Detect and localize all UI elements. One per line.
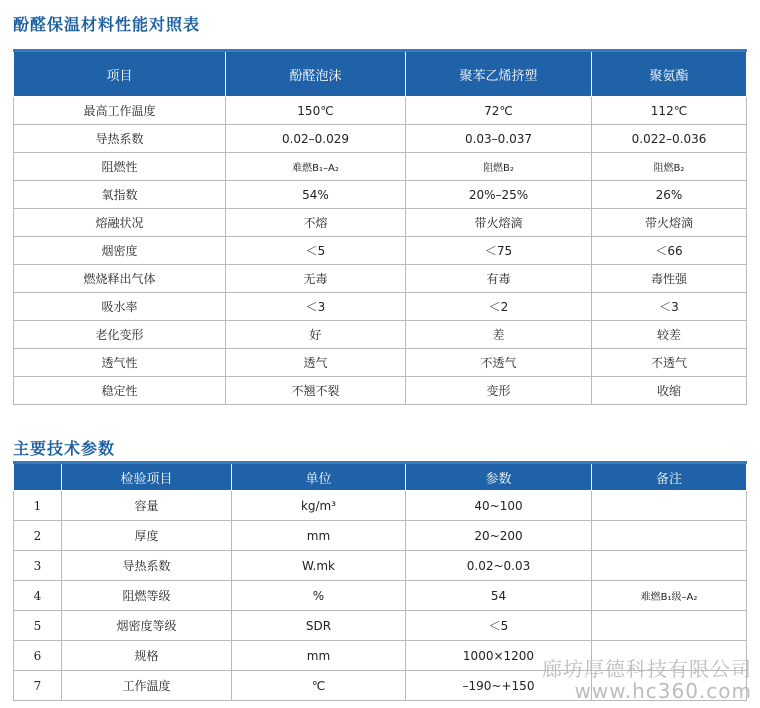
row-index: 1 xyxy=(14,491,62,521)
row-index: 6 xyxy=(14,641,62,671)
row-label: 最高工作温度 xyxy=(14,97,226,125)
header-test-item: 检验项目 xyxy=(62,463,232,491)
cell-value: 较差 xyxy=(592,321,747,349)
cell-parameter: 54 xyxy=(406,581,592,611)
table2-title: 主要技术参数 xyxy=(13,439,116,458)
row-index: 2 xyxy=(14,521,62,551)
cell-value: ＜5 xyxy=(226,237,406,265)
cell-value: 54% xyxy=(226,181,406,209)
cell-remark xyxy=(592,521,747,551)
cell-remark xyxy=(592,551,747,581)
row-label: 稳定性 xyxy=(14,377,226,405)
table-row xyxy=(14,491,747,521)
cell-unit: kg/m³ xyxy=(232,491,406,521)
row-label: 烟密度 xyxy=(14,237,226,265)
cell-unit: W.mk xyxy=(232,551,406,581)
header-item: 项目 xyxy=(14,51,226,97)
cell-unit: ℃ xyxy=(232,671,406,701)
table-row xyxy=(14,153,747,181)
header-remark: 备注 xyxy=(592,463,747,491)
cell-value: 收缩 xyxy=(592,377,747,405)
cell-value: ＜3 xyxy=(592,293,747,321)
row-label: 阻燃性 xyxy=(14,153,226,181)
cell-value: 带火熔滴 xyxy=(592,209,747,237)
cell-value: 112℃ xyxy=(592,97,747,125)
cell-parameter: 20~200 xyxy=(406,521,592,551)
cell-parameter: 0.02~0.03 xyxy=(406,551,592,581)
cell-test-item: 工作温度 xyxy=(62,671,232,701)
cell-value: ＜66 xyxy=(592,237,747,265)
table-row xyxy=(14,551,747,581)
row-index: 5 xyxy=(14,611,62,641)
watermark-company: 廊坊厚德科技有限公司 xyxy=(542,657,752,681)
cell-value: 阻燃B₂ xyxy=(592,153,747,181)
cell-value: 26% xyxy=(592,181,747,209)
cell-value: 不透气 xyxy=(406,349,592,377)
row-index: 4 xyxy=(14,581,62,611)
row-label: 燃烧释出气体 xyxy=(14,265,226,293)
cell-value: 无毒 xyxy=(226,265,406,293)
header-pu: 聚氨酯 xyxy=(592,51,747,97)
cell-parameter: ＜5 xyxy=(406,611,592,641)
cell-value: 变形 xyxy=(406,377,592,405)
cell-unit: % xyxy=(232,581,406,611)
row-label: 吸水率 xyxy=(14,293,226,321)
cell-unit: mm xyxy=(232,641,406,671)
table-row xyxy=(14,349,747,377)
cell-value: 150℃ xyxy=(226,97,406,125)
row-index: 3 xyxy=(14,551,62,581)
table-row xyxy=(14,581,747,611)
table-row xyxy=(14,209,747,237)
header-index xyxy=(14,463,62,491)
cell-value: 0.03–0.037 xyxy=(406,125,592,153)
table-row xyxy=(14,293,747,321)
cell-test-item: 导热系数 xyxy=(62,551,232,581)
cell-value: 有毒 xyxy=(406,265,592,293)
cell-value: 透气 xyxy=(226,349,406,377)
row-index: 7 xyxy=(14,671,62,701)
table1-title: 酚醛保温材料性能对照表 xyxy=(13,15,201,34)
cell-remark xyxy=(592,491,747,521)
header-xps: 聚苯乙烯挤塑 xyxy=(406,51,592,97)
table-row xyxy=(14,321,747,349)
header-phenolic: 酚醛泡沫 xyxy=(226,51,406,97)
cell-value: ＜2 xyxy=(406,293,592,321)
cell-parameter: 1000×1200 xyxy=(406,641,592,671)
row-label: 老化变形 xyxy=(14,321,226,349)
cell-value: 20%–25% xyxy=(406,181,592,209)
cell-test-item: 厚度 xyxy=(62,521,232,551)
cell-value: 不翘不裂 xyxy=(226,377,406,405)
table-row xyxy=(14,181,747,209)
table-row xyxy=(14,237,747,265)
row-label: 透气性 xyxy=(14,349,226,377)
cell-value: ＜3 xyxy=(226,293,406,321)
row-label: 氧指数 xyxy=(14,181,226,209)
cell-value: 好 xyxy=(226,321,406,349)
cell-value: 0.02–0.029 xyxy=(226,125,406,153)
cell-test-item: 规格 xyxy=(62,641,232,671)
cell-unit: mm xyxy=(232,521,406,551)
cell-value: 阻燃B₂ xyxy=(406,153,592,181)
watermark-url: www.hc360.com xyxy=(574,679,752,703)
row-label: 导热系数 xyxy=(14,125,226,153)
cell-test-item: 容量 xyxy=(62,491,232,521)
table-row xyxy=(14,97,747,125)
cell-test-item: 阻燃等级 xyxy=(62,581,232,611)
cell-value: 72℃ xyxy=(406,97,592,125)
cell-remark xyxy=(592,611,747,641)
table-row xyxy=(14,265,747,293)
table-row xyxy=(14,521,747,551)
cell-test-item: 烟密度等级 xyxy=(62,611,232,641)
cell-value: 不熔 xyxy=(226,209,406,237)
header-parameter: 参数 xyxy=(406,463,592,491)
cell-parameter: 40~100 xyxy=(406,491,592,521)
watermark xyxy=(542,658,752,702)
header-unit: 单位 xyxy=(232,463,406,491)
comparison-table xyxy=(13,49,747,405)
cell-value: 差 xyxy=(406,321,592,349)
cell-value: 不透气 xyxy=(592,349,747,377)
cell-remark: 难燃B₁级–A₂ xyxy=(592,581,747,611)
cell-value: ＜75 xyxy=(406,237,592,265)
cell-value: 0.022–0.036 xyxy=(592,125,747,153)
cell-value: 毒性强 xyxy=(592,265,747,293)
row-label: 熔融状况 xyxy=(14,209,226,237)
table-header-row xyxy=(14,51,747,97)
cell-unit: SDR xyxy=(232,611,406,641)
cell-parameter: –190~+150 xyxy=(406,671,592,701)
cell-value: 带火熔滴 xyxy=(406,209,592,237)
table-header-row xyxy=(14,463,747,491)
cell-value: 难燃B₁–A₂ xyxy=(226,153,406,181)
table-row xyxy=(14,377,747,405)
table-row xyxy=(14,125,747,153)
table-row xyxy=(14,611,747,641)
